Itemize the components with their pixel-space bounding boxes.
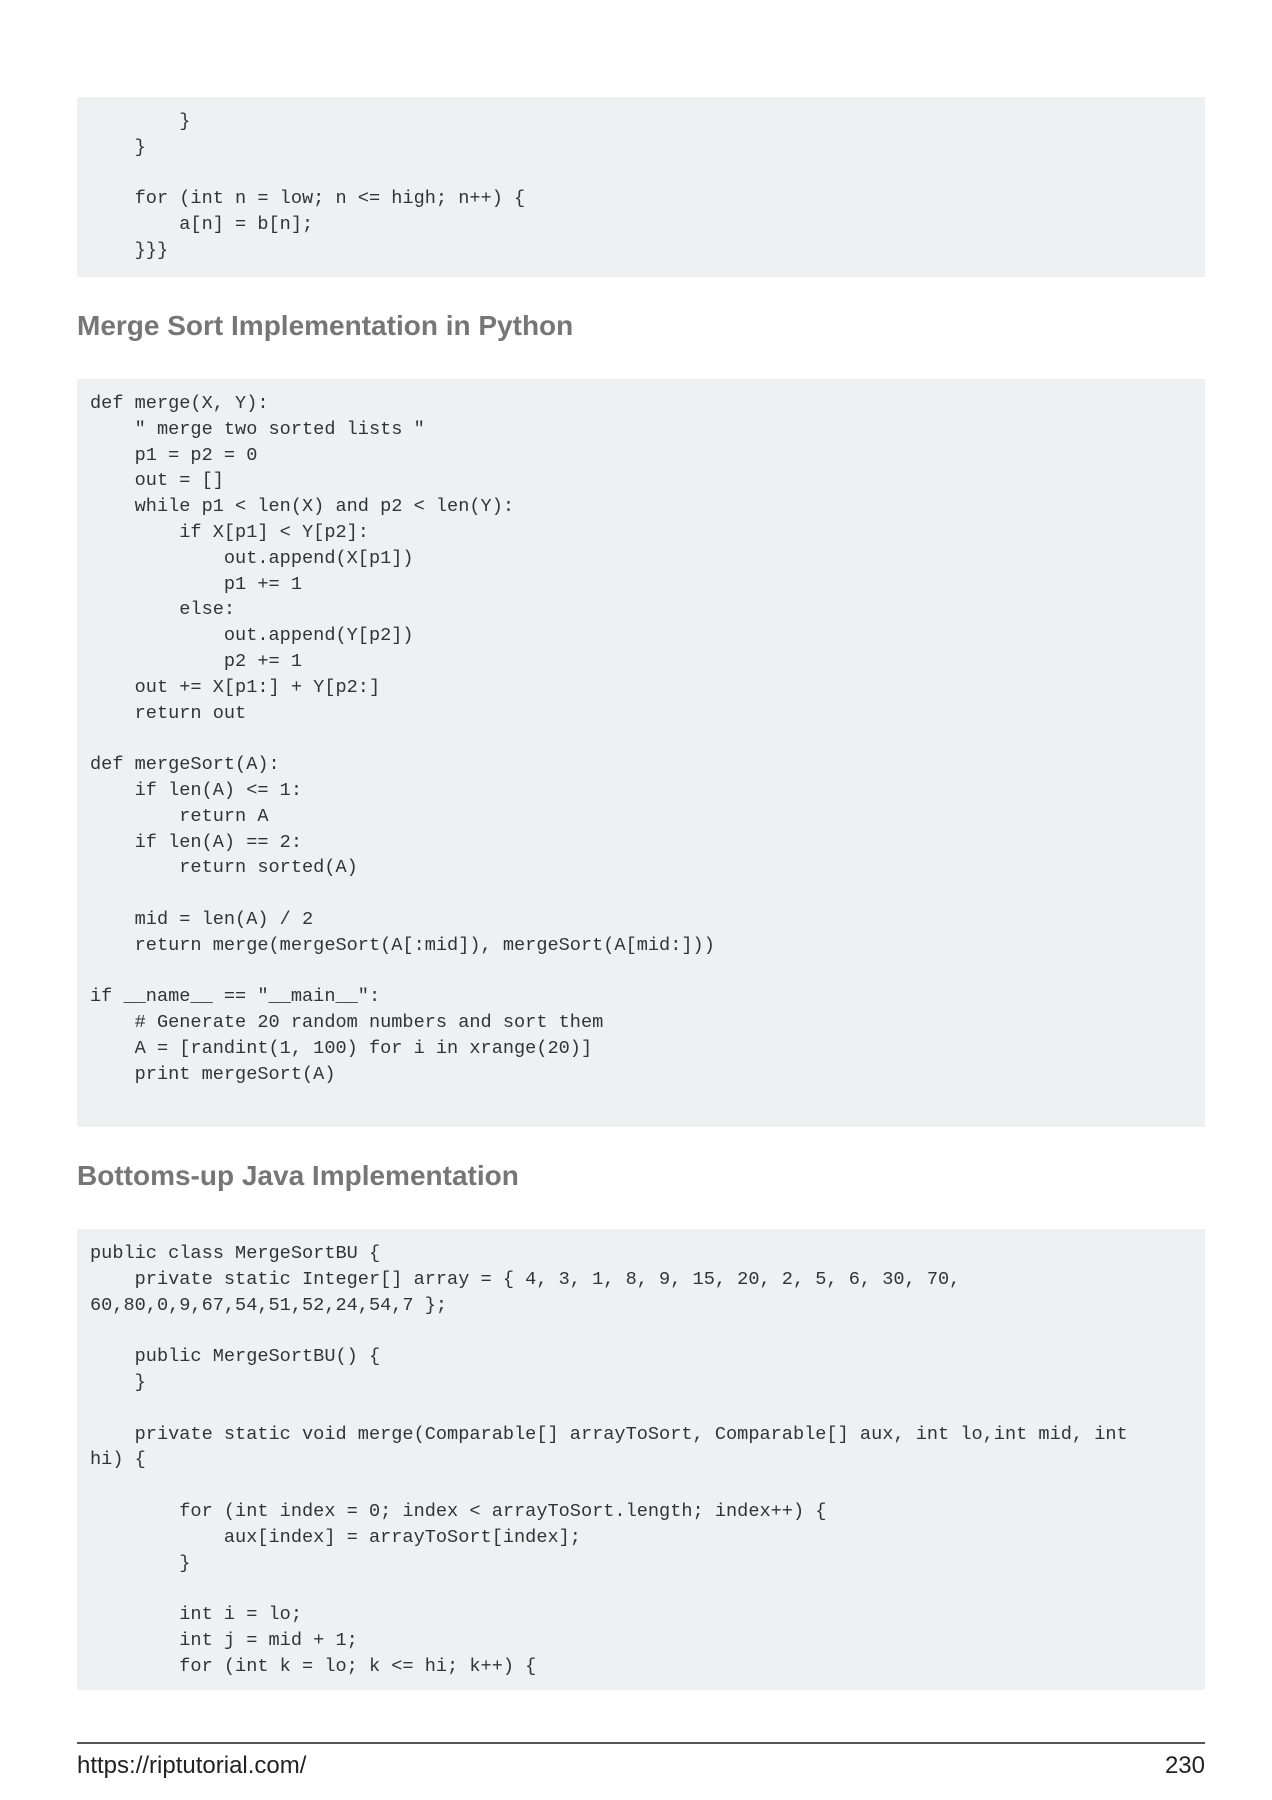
code-line: for (int index = 0; index < arrayToSort.length; index++) {	[90, 1500, 827, 1522]
code-line: }	[90, 136, 146, 158]
code-line	[90, 1576, 1192, 1602]
code-line: aux[index] = arrayToSort[index];	[90, 1526, 581, 1548]
code-line: return A	[90, 805, 269, 827]
code-line: for (int n = low; n <= high; n++) {	[90, 188, 526, 210]
code-line: print mergeSort(A)	[90, 1063, 336, 1085]
code-line: private static Integer[] array = { 4, 3, 1, 8, 9, 15, 20, 2, 5, 6, 30, 70,	[90, 1268, 961, 1290]
code-text	[90, 109, 1192, 264]
code-line: }}}	[90, 239, 169, 261]
code-line: out.append(Y[p2])	[90, 625, 414, 647]
code-line: A = [randint(1, 100) for i in xrange(20)]	[90, 1037, 593, 1059]
code-line: }	[90, 1552, 191, 1574]
code-line: for (int k = lo; k <= hi; k++) {	[90, 1655, 537, 1677]
code-line	[90, 1318, 1192, 1344]
code-line: int i = lo;	[90, 1604, 303, 1626]
code-line: if __name__ == "__main__":	[90, 986, 381, 1008]
code-line: if X[p1] < Y[p2]:	[90, 521, 369, 543]
code-line	[90, 1396, 1192, 1422]
code-block-java-end	[77, 97, 1205, 277]
code-line	[90, 1473, 1192, 1499]
code-line: public MergeSortBU() {	[90, 1346, 381, 1368]
code-line	[90, 1088, 1192, 1114]
code-line: 60,80,0,9,67,54,51,52,24,54,7 };	[90, 1294, 448, 1316]
code-text	[90, 1241, 1192, 1680]
code-line	[90, 881, 1192, 907]
code-line: out += X[p1:] + Y[p2:]	[90, 676, 381, 698]
code-line: out = []	[90, 470, 224, 492]
code-line: return sorted(A)	[90, 857, 358, 879]
code-line: if len(A) <= 1:	[90, 779, 303, 801]
code-line: while p1 < len(X) and p2 < len(Y):	[90, 496, 515, 518]
footer-divider	[77, 1742, 1205, 1744]
code-line: # Generate 20 random numbers and sort them	[90, 1012, 604, 1034]
section-heading-python: Merge Sort Implementation in Python	[77, 310, 574, 341]
code-line: a[n] = b[n];	[90, 214, 314, 236]
code-line: else:	[90, 599, 236, 621]
code-line: p1 += 1	[90, 573, 303, 595]
code-line: def mergeSort(A):	[90, 754, 280, 776]
page-number: 230	[1164, 1752, 1205, 1779]
code-line: int j = mid + 1;	[90, 1629, 358, 1651]
code-line: def merge(X, Y):	[90, 393, 269, 414]
section-heading-java-bottom-up: Bottoms-up Java Implementation	[77, 1160, 519, 1191]
code-line: p1 = p2 = 0	[90, 444, 258, 466]
code-line: private static void merge(Comparable[] arrayToSort, Comparable[] aux, int lo,int mid, int	[90, 1423, 1128, 1445]
code-line: mid = len(A) / 2	[90, 908, 314, 930]
code-block-python	[77, 379, 1205, 1127]
code-line: if len(A) == 2:	[90, 831, 303, 853]
code-text	[90, 391, 1192, 1113]
code-line: p2 += 1	[90, 650, 303, 672]
code-line: }	[90, 111, 191, 132]
footer-url[interactable]: https://riptutorial.com/	[77, 1752, 307, 1779]
code-line	[90, 726, 1192, 752]
code-line: }	[90, 1371, 146, 1393]
code-block-java-bottom-up	[77, 1229, 1205, 1690]
code-line: return merge(mergeSort(A[:mid]), mergeSort(A[mid:]))	[90, 934, 715, 956]
code-line	[90, 161, 1192, 187]
code-line: return out	[90, 702, 247, 724]
code-line	[90, 959, 1192, 985]
code-line: public class MergeSortBU {	[90, 1243, 381, 1264]
code-line: out.append(X[p1])	[90, 547, 414, 569]
code-line: hi) {	[90, 1449, 146, 1471]
code-line: " merge two sorted lists "	[90, 418, 425, 440]
